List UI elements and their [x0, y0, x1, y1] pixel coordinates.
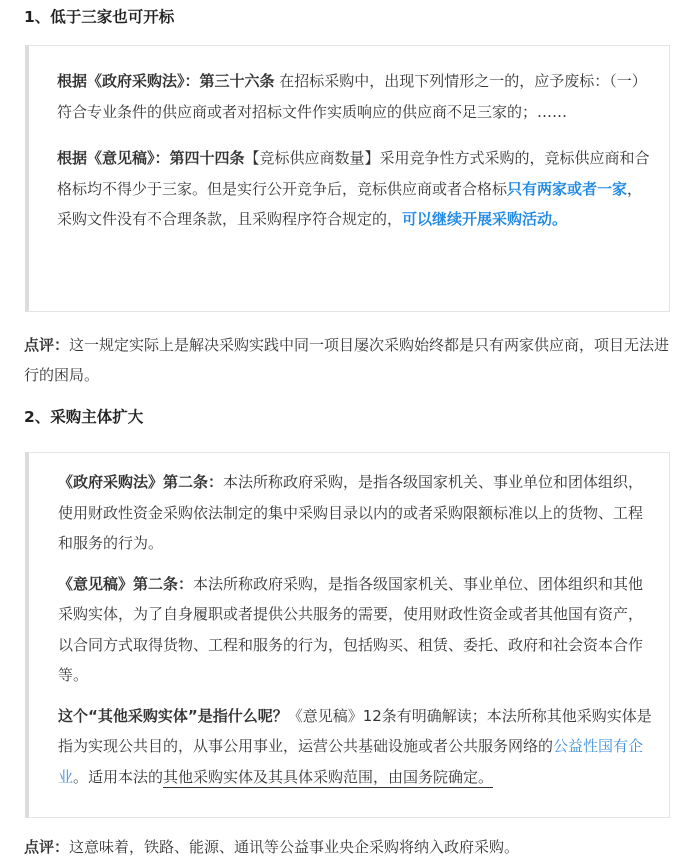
comment-text: 这意味着，铁路、能源、通讯等公益事业央企采购将纳入政府采购。: [69, 838, 520, 856]
quote-lead: 根据《意见稿》：第四十四条: [57, 149, 245, 167]
quote-text: 本法所称政府采购，是指各级国家机关、事业单位、团体组织和其他采购实体，为了自身履职或者提供公共服务的需要，使用财政性资金或者其他国有资产，以合同方式取得货物、工程和服务的行为，包括购买、租赁、委托、政府和社会资本合作等。: [58, 574, 644, 684]
underlined-text: 其他采购实体及其具体采购范围，由国务院确定。: [163, 767, 494, 786]
quote-text: 在招标采购中，出现下列情形之一的，应予废标：（一）符合专业条件的供应商或者对招标文件作实质响应的供应商不足三家的；……: [57, 72, 647, 121]
quote-lead: 这个“其他采购实体”是指什么呢？: [58, 706, 288, 725]
quote-text: 【竞标供应商数量】采用竞争性方式采购的，竞标供应商和合格标均不得少于三家。但是实行公开竞争后，竞标供应商或者合格标: [57, 149, 650, 198]
quote-text: 。适用本法的: [73, 767, 164, 786]
section-1-quote: [25, 45, 670, 312]
section-2-quote: [25, 452, 670, 818]
quote-lead: 《政府采购法》第二条：: [58, 473, 224, 491]
quote-text: 《意见稿》12条有明确解读；本法所称其他采购实体是指为实现公共目的，从事公用事业，运营公共基础设施或者公共服务网络的: [58, 706, 652, 755]
section-1-comment: [24, 330, 674, 390]
highlight-text: 可以继续开展采购活动。: [402, 210, 568, 228]
section-2-heading: 2、采购主体扩大: [24, 408, 144, 426]
quote-paragraph: [57, 143, 651, 235]
highlight-text: 只有两家或者一家: [507, 179, 628, 198]
section-1-heading: 1、低于三家也可开标: [24, 8, 175, 26]
quote-paragraph: [58, 467, 653, 559]
section-2-comment: [24, 832, 674, 862]
comment-label: 点评：: [24, 838, 70, 856]
quote-text: ，采购文件没有不合理条款，且采购程序符合规定的，: [57, 179, 643, 228]
quote-text: 本法所称政府采购，是指各级国家机关、事业单位和团体组织，使用财政性资金采购依法制定的集中采购目录以内的或者采购限额标准以上的货物、工程和服务的行为。: [58, 473, 644, 552]
comment-text: 这一规定实际上是解决采购实践中同一项目屡次采购始终都是只有两家供应商，项目无法进行的困局。: [24, 336, 670, 384]
quote-lead: 《意见稿》第二条：: [58, 574, 194, 593]
comment-label: 点评：: [24, 336, 70, 354]
quote-paragraph: [57, 66, 651, 127]
quote-paragraph: [58, 569, 653, 691]
quote-paragraph: [58, 701, 653, 793]
quote-lead: 根据《政府采购法》：第三十六条: [57, 72, 275, 90]
public-soe-link[interactable]: 公益性国有企业: [58, 737, 644, 786]
